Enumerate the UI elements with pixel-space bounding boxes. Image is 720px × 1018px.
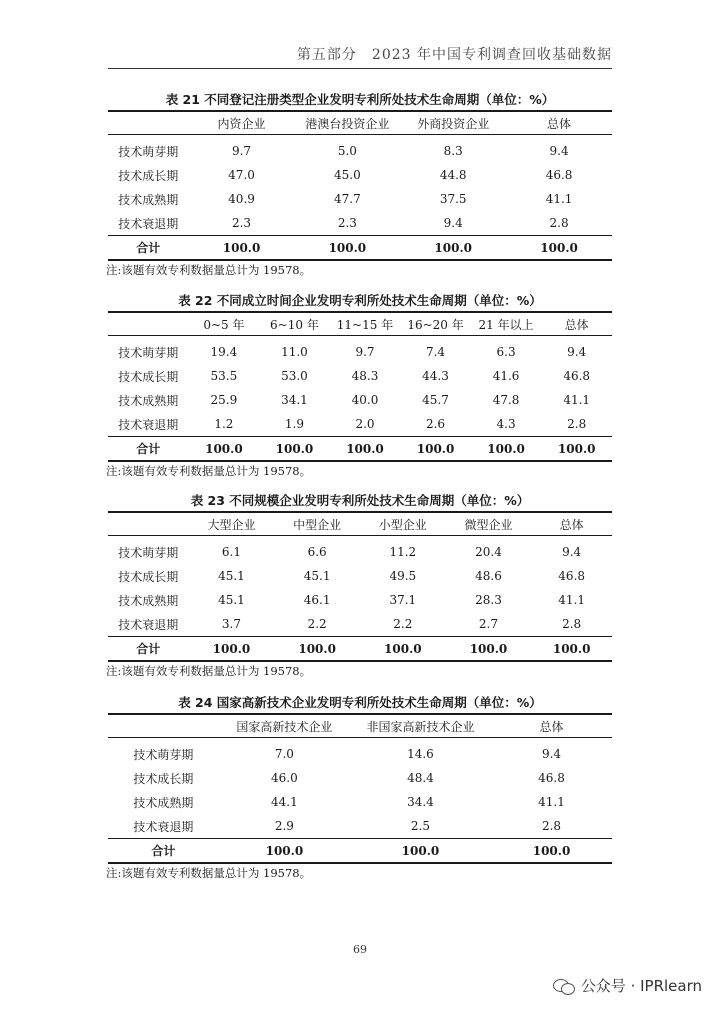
row-label: 技术萌芽期 [118, 345, 179, 360]
table-cell: 46.0 [271, 771, 298, 785]
table-cell: 49.5 [389, 569, 417, 583]
table-cell: 41.1 [545, 192, 573, 206]
table-22 [108, 311, 612, 462]
column-header: 港澳台投资企业 [305, 116, 390, 131]
table-cell: 46.8 [538, 771, 565, 785]
row-label: 技术萌芽期 [118, 545, 179, 560]
column-header: 非国家高新技术企业 [366, 719, 475, 734]
table-cell: 48.3 [351, 369, 379, 383]
table-cell: 6.6 [307, 545, 327, 559]
table-cell: 46.1 [303, 593, 331, 607]
table-header-row [108, 512, 612, 536]
header-divider [108, 68, 612, 69]
table-cell: 37.5 [439, 192, 467, 206]
column-header: 中型企业 [293, 517, 342, 532]
table-cell: 47.8 [492, 393, 520, 407]
table-header-row [108, 312, 612, 336]
table-23-block [108, 491, 612, 680]
table-cell: 14.6 [407, 747, 434, 761]
table-note: 注:该题有效专利数据量总计为 19578。 [106, 464, 312, 478]
table-cell: 45.1 [218, 593, 245, 607]
table-cell: 34.1 [281, 393, 308, 407]
table-cell: 9.4 [567, 345, 587, 359]
row-label: 合计 [136, 642, 161, 656]
row-label: 技术成熟期 [118, 393, 179, 408]
column-header [108, 512, 189, 536]
table-cell: 46.8 [545, 168, 573, 182]
table-cell: 48.6 [475, 569, 502, 583]
table-cell: 100.0 [265, 843, 304, 858]
row-label: 技术成熟期 [133, 795, 194, 810]
row-label: 技术衰退期 [118, 417, 179, 432]
table-row [108, 388, 612, 412]
table-cell: 9.4 [549, 144, 569, 158]
table-cell: 100.0 [212, 641, 251, 656]
table-cell: 9.7 [355, 345, 375, 359]
table-title: 表 22 不同成立时间企业发明专利所处技术生命周期（单位：%） [178, 293, 542, 308]
table-note: 注:该题有效专利数据量总计为 19578。 [106, 263, 312, 277]
table-cell: 2.0 [355, 417, 375, 431]
table-cell: 45.1 [303, 569, 331, 583]
row-label: 技术成熟期 [118, 593, 179, 608]
page-header: 第五部分 2023 年中国专利调查回收基础数据 [296, 47, 612, 63]
watermark-text: 公众号 · IPRlearn [580, 977, 702, 995]
table-header-row [108, 714, 612, 738]
row-label: 技术衰退期 [133, 819, 194, 834]
row-label: 技术萌芽期 [133, 747, 194, 762]
table-cell: 100.0 [401, 843, 440, 858]
table-cell: 6.1 [221, 545, 241, 559]
table-cell: 100.0 [532, 843, 571, 858]
table-cell: 2.2 [307, 617, 327, 631]
column-header: 小型企业 [378, 517, 427, 532]
table-cell: 34.4 [407, 795, 434, 809]
wechat-icon [553, 977, 575, 995]
table-cell: 6.3 [496, 345, 516, 359]
table-cell: 11.0 [281, 345, 308, 359]
table-cell: 100.0 [557, 441, 596, 456]
table-cell: 100.0 [384, 641, 422, 656]
table-cell: 2.7 [478, 617, 499, 631]
table-cell: 53.0 [281, 369, 308, 383]
table-cell: 41.1 [563, 393, 591, 407]
table-cell: 2.3 [337, 216, 357, 230]
table-cell: 9.4 [562, 545, 582, 559]
row-label: 合计 [136, 442, 161, 456]
table-cell: 3.7 [221, 617, 241, 631]
table-row [108, 135, 612, 164]
table-row [108, 336, 612, 365]
table-cell: 100.0 [552, 641, 591, 656]
table-title: 表 21 不同登记注册类型企业发明专利所处技术生命周期（单位：%） [165, 92, 555, 107]
table-cell: 100.0 [487, 441, 525, 456]
row-label: 技术衰退期 [118, 617, 179, 632]
table-23 [108, 511, 612, 662]
table-cell: 2.2 [393, 617, 413, 631]
table-24 [108, 713, 612, 864]
table-cell: 28.3 [475, 593, 502, 607]
column-header [108, 312, 189, 336]
row-label: 技术成长期 [133, 771, 194, 786]
row-label: 技术成长期 [118, 168, 179, 183]
table-row [108, 187, 612, 211]
table-cell: 2.8 [562, 617, 582, 631]
table-cell: 44.3 [422, 369, 449, 383]
table-21-block [108, 90, 612, 279]
total-row [108, 839, 612, 864]
column-header [108, 714, 219, 738]
column-header: 16~20 年 [407, 317, 464, 332]
table-cell: 2.9 [274, 819, 294, 833]
table-row [108, 588, 612, 612]
table-cell: 100.0 [346, 441, 384, 456]
table-cell: 2.6 [425, 417, 446, 431]
table-cell: 1.9 [284, 417, 304, 431]
row-label: 技术成长期 [118, 369, 179, 384]
table-title: 表 24 国家高新技术企业发明专利所处技术生命周期（单位：%） [178, 695, 542, 710]
row-label: 合计 [136, 241, 161, 255]
table-cell: 7.0 [274, 747, 294, 761]
table-cell: 53.5 [210, 369, 238, 383]
table-cell: 41.6 [492, 369, 520, 383]
column-header: 总体 [539, 719, 564, 734]
table-row [108, 766, 612, 790]
table-24-block [108, 693, 612, 882]
table-cell: 100.0 [222, 240, 261, 255]
table-cell: 19.4 [210, 345, 238, 359]
table-cell: 2.3 [231, 216, 252, 230]
table-cell: 2.8 [567, 417, 587, 431]
total-row [108, 236, 612, 261]
total-row [108, 437, 612, 462]
column-header: 外商投资企业 [417, 116, 490, 131]
table-row [108, 412, 612, 437]
table-cell: 100.0 [205, 441, 243, 456]
table-cell: 9.4 [541, 747, 562, 761]
table-row [108, 814, 612, 839]
table-cell: 100.0 [298, 641, 336, 656]
column-header: 内资企业 [217, 116, 266, 131]
table-cell: 4.3 [496, 417, 516, 431]
table-row [108, 211, 612, 236]
column-header: 总体 [564, 317, 589, 332]
column-header: 国家高新技术企业 [236, 719, 333, 734]
table-cell: 100.0 [540, 240, 578, 255]
table-cell: 100.0 [469, 641, 508, 656]
row-label: 技术萌芽期 [118, 144, 179, 159]
table-cell: 100.0 [434, 240, 472, 255]
column-header: 大型企业 [207, 517, 256, 532]
table-row [108, 364, 612, 388]
table-row [108, 738, 612, 767]
table-cell: 46.8 [558, 569, 586, 583]
row-label: 合计 [151, 844, 176, 858]
column-header: 总体 [547, 116, 572, 131]
column-header: 21 年以上 [478, 317, 534, 332]
row-label: 技术衰退期 [118, 216, 179, 231]
column-header: 0~5 年 [203, 317, 245, 332]
table-cell: 9.7 [231, 144, 252, 158]
table-21 [108, 110, 612, 261]
table-cell: 20.4 [475, 545, 502, 559]
table-cell: 2.8 [541, 819, 562, 833]
table-row [108, 790, 612, 814]
column-header [108, 111, 189, 135]
column-header: 6~10 年 [270, 317, 319, 332]
table-cell: 47.0 [228, 168, 255, 182]
table-cell: 45.7 [422, 393, 449, 407]
table-cell: 45.0 [334, 168, 361, 182]
table-row [108, 564, 612, 588]
table-cell: 1.2 [214, 417, 234, 431]
table-cell: 44.8 [439, 168, 467, 182]
row-label: 技术成长期 [118, 569, 179, 584]
table-cell: 100.0 [275, 441, 314, 456]
table-cell: 100.0 [328, 240, 367, 255]
column-header: 11~15 年 [336, 317, 394, 332]
table-cell: 2.8 [549, 216, 569, 230]
table-cell: 41.1 [538, 795, 565, 809]
table-row [108, 536, 612, 565]
table-cell: 47.7 [334, 192, 361, 206]
table-title: 表 23 不同规模企业发明专利所处技术生命周期（单位：%） [190, 493, 530, 508]
table-cell: 25.9 [210, 393, 238, 407]
table-cell: 44.1 [271, 795, 298, 809]
watermark [553, 975, 702, 996]
table-header-row [108, 111, 612, 135]
table-cell: 46.8 [563, 369, 591, 383]
table-cell: 7.4 [425, 345, 446, 359]
table-cell: 40.0 [351, 393, 379, 407]
table-cell: 45.1 [218, 569, 245, 583]
table-note: 注:该题有效专利数据量总计为 19578。 [106, 664, 312, 678]
table-cell: 5.0 [337, 144, 357, 158]
table-cell: 41.1 [558, 593, 586, 607]
table-cell: 8.3 [443, 144, 463, 158]
row-label: 技术成熟期 [118, 192, 179, 207]
table-cell: 9.4 [443, 216, 463, 230]
table-cell: 40.9 [228, 192, 255, 206]
table-note: 注:该题有效专利数据量总计为 19578。 [106, 866, 312, 880]
table-cell: 48.4 [407, 771, 434, 785]
table-cell: 11.2 [389, 545, 417, 559]
table-row [108, 163, 612, 187]
total-row [108, 637, 612, 662]
table-cell: 2.5 [410, 819, 430, 833]
table-row [108, 612, 612, 637]
table-cell: 100.0 [416, 441, 455, 456]
table-22-block [108, 291, 612, 480]
column-header: 总体 [559, 517, 584, 532]
column-header: 微型企业 [464, 517, 513, 532]
table-cell: 37.1 [389, 593, 417, 607]
page-number: 69 [353, 943, 367, 956]
